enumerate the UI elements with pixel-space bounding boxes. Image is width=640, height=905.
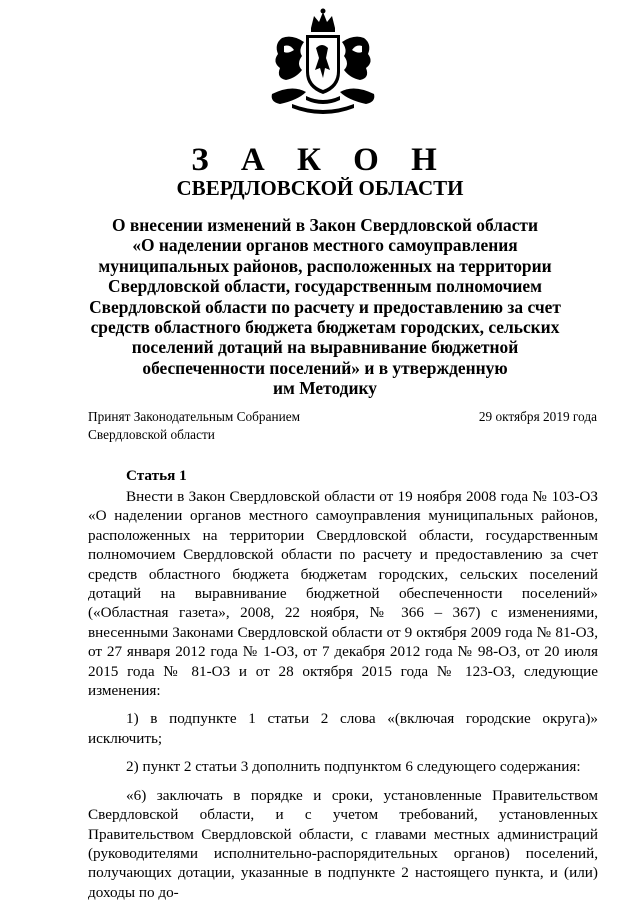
law-heading	[70, 215, 580, 399]
paragraph: 2) пункт 2 статьи 3 дополнить подпунктом 6 следующего содержания:	[126, 758, 581, 776]
paragraph: 1) в подпункте 1 статьи 2 слова «(включая городские округа)» исключить;	[88, 710, 598, 747]
law-subtitle: СВЕРДЛОВСКОЙ ОБЛАСТИ	[176, 176, 464, 200]
law-title: З А К О Н	[191, 142, 449, 178]
heading-line: Свердловской области, государственным полномочием	[108, 276, 542, 297]
sverdlovsk-coat-of-arms-icon	[262, 8, 384, 118]
adopted-by	[88, 408, 300, 444]
heading-line: О внесении изменений в Закон Свердловской области	[111, 215, 538, 235]
adopted-line: Свердловской области	[88, 427, 215, 442]
heading-line: муниципальных районов, расположенных на территории	[98, 255, 552, 276]
paragraph: Внести в Закон Свердловской области от 19 ноября 2008 года № 103-ОЗ «О наделении органов местного самоуправления муниципальных районов, расположенных на территории Свердловской области, государственным полномочием Свердловской области по расчету и предоставлению за счет средств областного бюджета бюджетам городских, сельских поселений дотаций на выравнивание бюджетной обеспеченности поселений» («Областная газета», 2008, 22 ноября, № 366 – 367) с изменениями, внесенными Законами Свердловской области от 9 октября 2009 года № 81-ОЗ, от 27 января 2012 года № 1-ОЗ, от 7 декабря 2012 года № 98-ОЗ, от 20 июля 2015 года № 81-ОЗ и от 28 октября 2015 года № 123-ОЗ, следующие изменения:	[88, 488, 598, 700]
heading-line: им Методику	[273, 378, 377, 399]
heading-line: поселений дотаций на выравнивание бюджетной	[131, 337, 519, 358]
heading-line: «О наделении органов местного самоуправления	[132, 235, 518, 256]
paragraph: «6) заключать в порядке и сроки, установленные Правительством Свердловской области, и с учетом требований, установленных Правительством Свердловской области, с главами местных администраций (руководителями исполнительно-распорядительных органов) поселений, получающих дотации, указанные в подпункте 2 настоящего пункта, и (или) доходы по до-	[88, 786, 598, 901]
heading-line: средств областного бюджета бюджетам городских, сельских	[90, 317, 560, 338]
heading-line: Свердловской области по расчету и предоставлению за счет	[89, 296, 561, 317]
article-title: Статья 1	[126, 467, 187, 484]
adoption-date: 29 октября 2019 года	[478, 409, 597, 424]
article-body	[88, 487, 598, 902]
adopted-line: Принят Законодательным Собранием	[88, 409, 301, 424]
heading-line: обеспеченности поселений» и в утвержденную	[142, 357, 508, 378]
